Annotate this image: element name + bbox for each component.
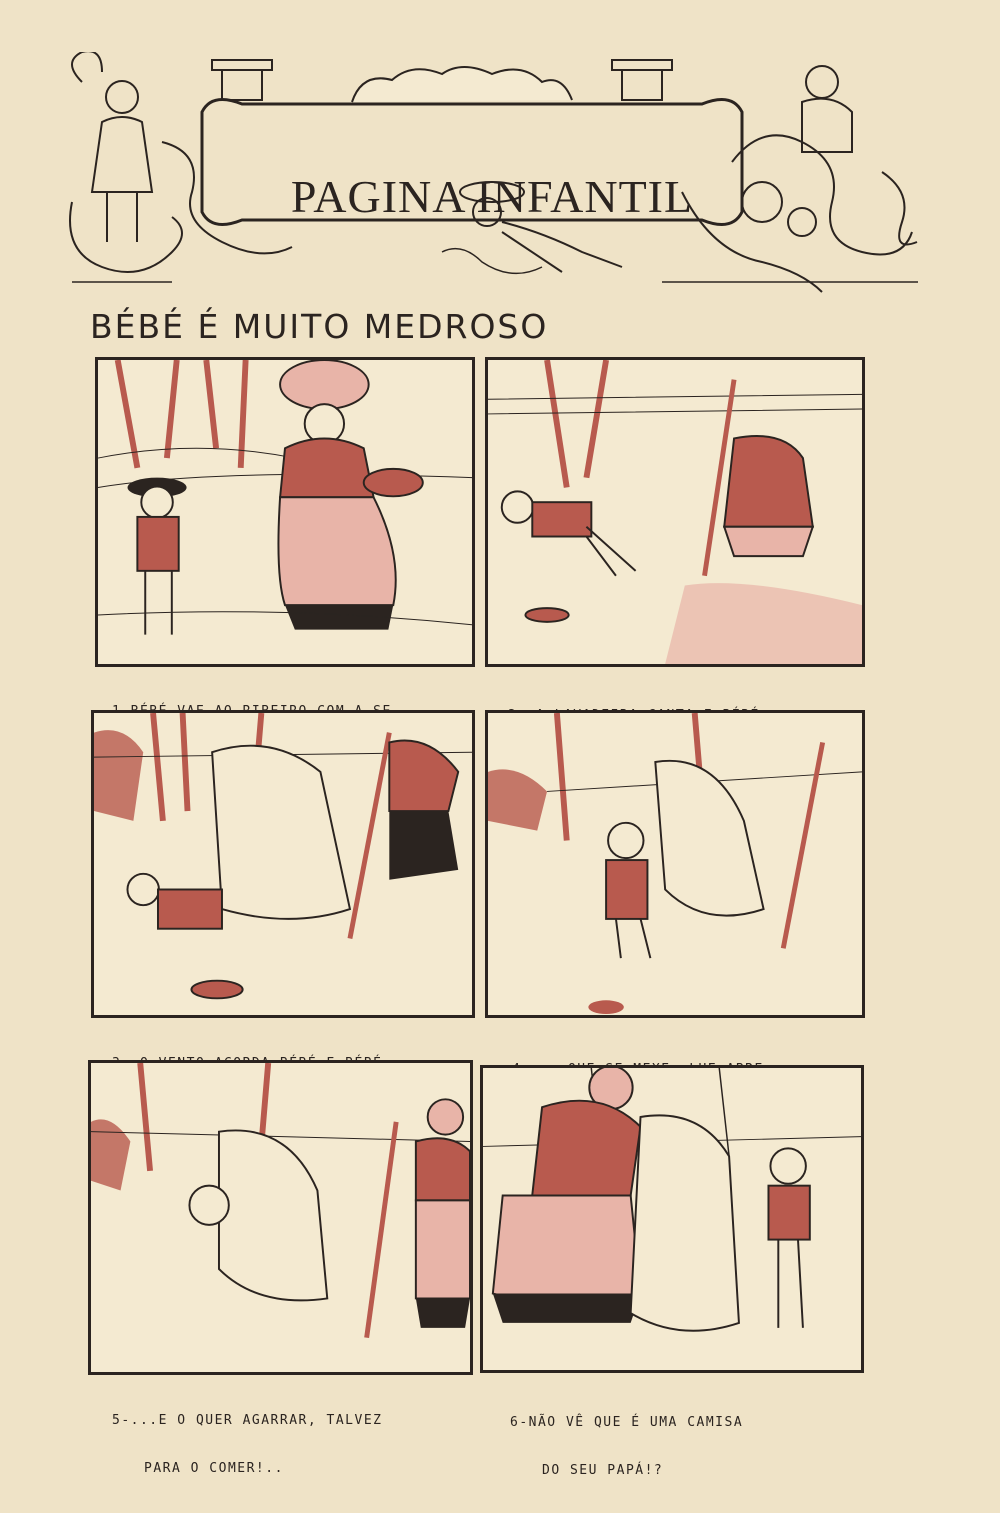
panel-1-illustration <box>98 360 472 664</box>
panel-2-illustration <box>488 360 862 664</box>
caption-line: 6-NÃO VÊ QUE É UMA CAMISA <box>510 1415 744 1430</box>
comic-panel-4 <box>485 710 865 1018</box>
comic-panel-2 <box>485 357 865 667</box>
comic-panel-5 <box>88 1060 473 1375</box>
comic-panel-3 <box>91 710 475 1018</box>
caption-panel-5 <box>112 1381 382 1493</box>
panel-4-illustration <box>488 713 862 1015</box>
caption-panel-6 <box>510 1383 743 1495</box>
page-header <box>62 52 918 297</box>
caption-line: PARA O COMER!.. <box>144 1461 284 1476</box>
page-title: PAGINA INFANTIL <box>290 171 694 222</box>
comic-title: BÉBÉ É MUITO MEDROSO <box>90 307 549 346</box>
panel-6-illustration <box>483 1068 861 1370</box>
comic-panel-1 <box>95 357 475 667</box>
panel-5-illustration <box>91 1063 470 1372</box>
caption-line: DO SEU PAPÁ!? <box>542 1463 664 1478</box>
caption-line: 5-...E O QUER AGARRAR, TALVEZ <box>112 1413 383 1428</box>
panel-3-illustration <box>94 713 472 1015</box>
comic-panel-6 <box>480 1065 864 1373</box>
